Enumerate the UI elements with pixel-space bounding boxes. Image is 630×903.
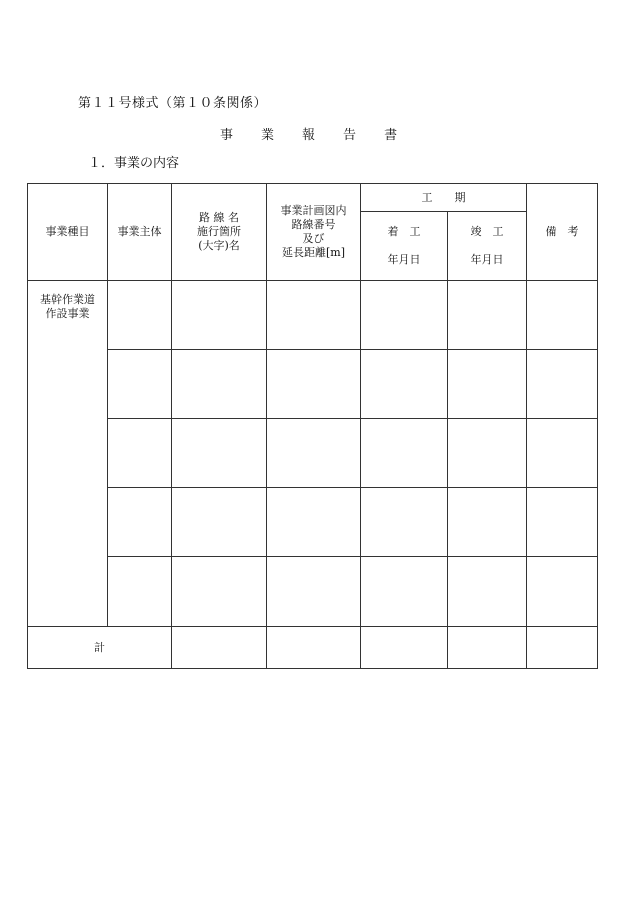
entry-cell[interactable] <box>527 350 598 419</box>
entry-cell[interactable] <box>527 488 598 557</box>
entry-cell[interactable] <box>172 557 267 627</box>
entry-cell[interactable] <box>172 419 267 488</box>
entry-cell[interactable] <box>267 488 361 557</box>
entry-cell[interactable] <box>448 281 527 350</box>
section-heading: １．事業の内容 <box>88 156 180 171</box>
entry-cell[interactable] <box>108 557 172 627</box>
entry-cell[interactable] <box>448 350 527 419</box>
entry-cell[interactable] <box>361 488 448 557</box>
entry-cell[interactable] <box>267 281 361 350</box>
entry-cell[interactable] <box>172 281 267 350</box>
title-char: 告 <box>343 128 357 143</box>
total-cell[interactable] <box>448 627 527 669</box>
header-work-period: 工 期 <box>361 184 527 212</box>
entry-cell[interactable] <box>267 350 361 419</box>
title-char: 事 <box>220 128 234 143</box>
header-start: 着 工 年月日 <box>361 212 448 281</box>
entry-cell[interactable] <box>527 557 598 627</box>
entry-cell[interactable] <box>172 488 267 557</box>
entry-cell[interactable] <box>108 350 172 419</box>
entry-cell[interactable] <box>267 419 361 488</box>
total-cell[interactable] <box>527 627 598 669</box>
entry-cell[interactable] <box>527 419 598 488</box>
entry-cell[interactable] <box>527 281 598 350</box>
header-route-name: 路 線 名 施行箇所 (大字)名 <box>172 184 267 281</box>
header-plan-route: 事業計画図内 路線番号 及び 延長距離[m] <box>267 184 361 281</box>
header-business-type: 事業種目 <box>28 184 108 281</box>
header-completion: 竣 工 年月日 <box>448 212 527 281</box>
entry-cell[interactable] <box>361 281 448 350</box>
entry-cell[interactable] <box>361 419 448 488</box>
form-number: 第１１号様式（第１０条関係） <box>78 96 268 111</box>
title-char: 報 <box>302 128 316 143</box>
header-business-entity: 事業主体 <box>108 184 172 281</box>
entry-cell[interactable] <box>108 281 172 350</box>
entry-cell[interactable] <box>448 557 527 627</box>
category-cell: 基幹作業道 作設事業 <box>28 281 108 627</box>
business-report-table <box>27 183 598 669</box>
entry-cell[interactable] <box>448 419 527 488</box>
title-char: 書 <box>384 128 398 143</box>
total-cell[interactable] <box>172 627 267 669</box>
entry-cell[interactable] <box>108 488 172 557</box>
title-char: 業 <box>261 128 275 143</box>
entry-cell[interactable] <box>172 350 267 419</box>
entry-cell[interactable] <box>361 557 448 627</box>
document-title <box>220 124 397 143</box>
entry-cell[interactable] <box>448 488 527 557</box>
total-cell[interactable] <box>361 627 448 669</box>
header-remarks: 備 考 <box>527 184 598 281</box>
total-cell[interactable] <box>267 627 361 669</box>
total-label: 計 <box>28 627 172 669</box>
entry-cell[interactable] <box>108 419 172 488</box>
entry-cell[interactable] <box>267 557 361 627</box>
entry-cell[interactable] <box>361 350 448 419</box>
